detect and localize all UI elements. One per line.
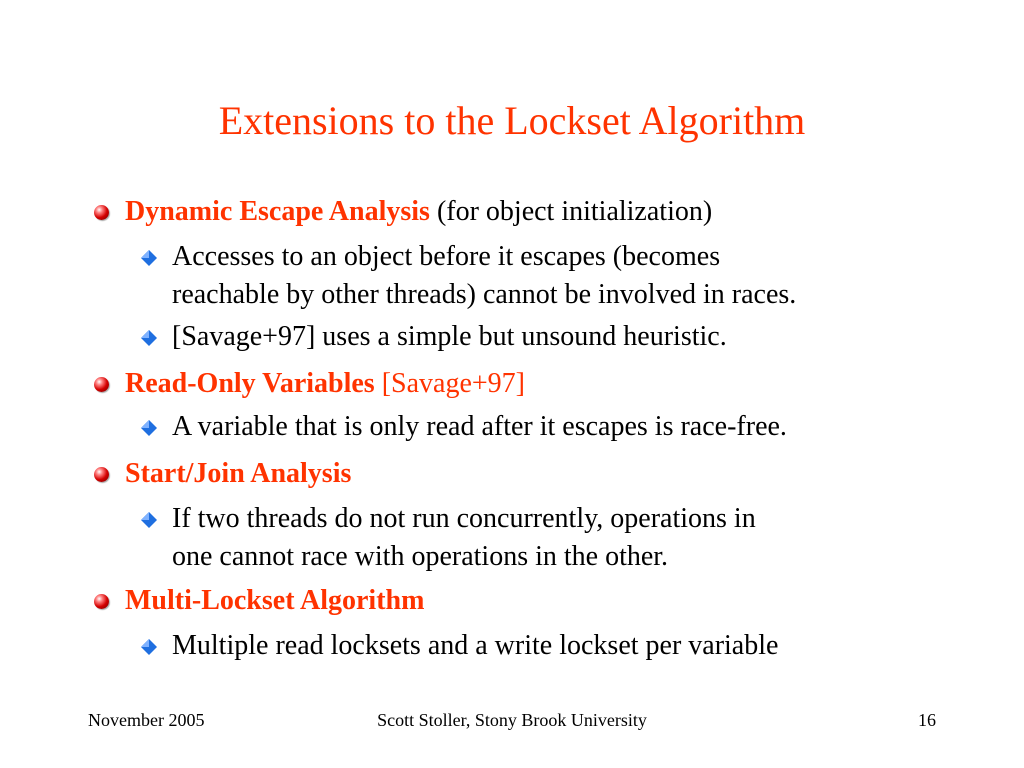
bullet-heading: Multi-Lockset Algorithm <box>125 585 425 616</box>
sub-bullet-line: one cannot race with operations in the other. <box>172 541 669 572</box>
red-ball-bullet-icon <box>94 377 109 392</box>
sub-bullet-line: [Savage+97] uses a simple but unsound heuristic. <box>172 321 727 352</box>
bullet-item <box>125 455 351 493</box>
bullet-item <box>125 365 525 403</box>
bullet-heading: Dynamic Escape Analysis <box>125 196 430 227</box>
sub-bullet-line: Accesses to an object before it escapes (becomes <box>172 241 721 272</box>
footer-author: Scott Stoller, Stony Brook University <box>377 710 647 730</box>
sub-bullet-line: Multiple read locksets and a write lockset per variable <box>172 630 779 661</box>
footer-date: November 2005 <box>88 710 205 730</box>
blue-diamond-bullet-icon <box>140 329 158 347</box>
red-ball-bullet-icon <box>94 205 109 220</box>
sub-bullet-line: A variable that is only read after it escapes is race-free. <box>172 411 787 442</box>
bullet-note: (for object initialization) <box>429 196 713 227</box>
sub-bullet-line: If two threads do not run concurrently, operations in <box>172 503 756 534</box>
red-ball-bullet-icon <box>94 594 109 609</box>
bullet-note: [Savage+97] <box>374 368 525 399</box>
bullet-heading: Read-Only Variables <box>125 368 375 399</box>
footer-page-number: 16 <box>918 710 936 730</box>
blue-diamond-bullet-icon <box>140 638 158 656</box>
blue-diamond-bullet-icon <box>140 511 158 529</box>
blue-diamond-bullet-icon <box>140 249 158 267</box>
blue-diamond-bullet-icon <box>140 419 158 437</box>
red-ball-bullet-icon <box>94 467 109 482</box>
slide-title: Extensions to the Lockset Algorithm <box>218 98 806 143</box>
bullet-item <box>125 193 712 231</box>
bullet-item <box>125 582 424 620</box>
sub-bullet-line: reachable by other threads) cannot be involved in races. <box>172 279 797 310</box>
bullet-heading: Start/Join Analysis <box>125 458 352 489</box>
